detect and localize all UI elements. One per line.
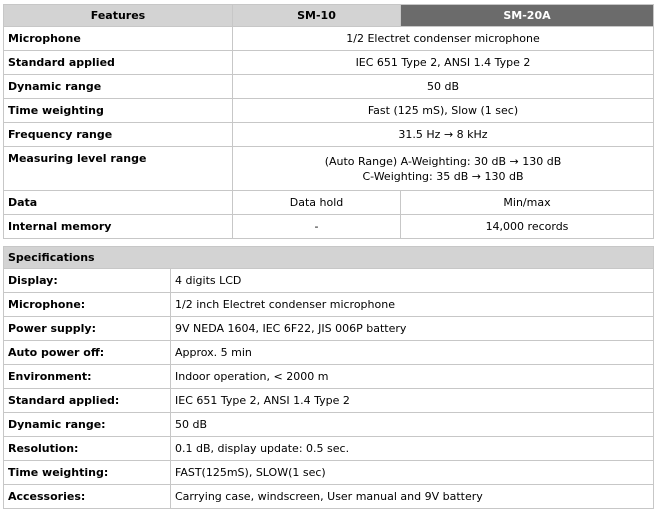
feature-label: Frequency range (4, 123, 233, 147)
feature-value: IEC 651 Type 2, ANSI 1.4 Type 2 (233, 51, 654, 75)
spec-row (4, 341, 654, 365)
spec-row (4, 317, 654, 341)
spec-value: 0.1 dB, display update: 0.5 sec. (171, 437, 654, 461)
spec-value: Indoor operation, < 2000 m (171, 365, 654, 389)
spec-label: Resolution: (4, 437, 171, 461)
spec-value: 50 dB (171, 413, 654, 437)
spec-label: Power supply: (4, 317, 171, 341)
spec-value: Approx. 5 min (171, 341, 654, 365)
spec-label: Accessories: (4, 485, 171, 509)
feature-value-line: (Auto Range) A-Weighting: 30 dB → 130 dB (324, 154, 562, 168)
feature-label: Standard applied (4, 51, 233, 75)
specifications-title: Specifications (4, 247, 654, 269)
feature-label: Time weighting (4, 99, 233, 123)
spec-row (4, 269, 654, 293)
spec-row (4, 365, 654, 389)
spec-label: Dynamic range: (4, 413, 171, 437)
feature-row-microphone (4, 27, 654, 51)
feature-value: 31.5 Hz → 8 kHz (233, 123, 654, 147)
feature-row-measuring-level (4, 147, 654, 191)
spec-row (4, 389, 654, 413)
features-table (3, 4, 654, 239)
spec-label: Standard applied: (4, 389, 171, 413)
feature-row-time-weighting (4, 99, 654, 123)
spec-row (4, 413, 654, 437)
spec-row (4, 485, 654, 509)
feature-row-standard (4, 51, 654, 75)
spec-row (4, 293, 654, 317)
sm20a-header: SM-20A (401, 5, 654, 27)
sm20a-value: 14,000 records (401, 215, 654, 239)
sm10-header: SM-10 (233, 5, 401, 27)
spec-value: FAST(125mS), SLOW(1 sec) (171, 461, 654, 485)
sm10-value: Data hold (233, 191, 401, 215)
specifications-table (3, 246, 654, 509)
spec-row (4, 461, 654, 485)
feature-row-data (4, 191, 654, 215)
spec-label: Microphone: (4, 293, 171, 317)
feature-label: Data (4, 191, 233, 215)
spec-value: 1/2 inch Electret condenser microphone (171, 293, 654, 317)
feature-value (233, 147, 654, 191)
feature-label: Dynamic range (4, 75, 233, 99)
features-header: Features (4, 5, 233, 27)
feature-label: Internal memory (4, 215, 233, 239)
sm20a-value: Min/max (401, 191, 654, 215)
feature-row-dynamic-range (4, 75, 654, 99)
sm10-value: - (233, 215, 401, 239)
feature-label: Microphone (4, 27, 233, 51)
spec-value: IEC 651 Type 2, ANSI 1.4 Type 2 (171, 389, 654, 413)
feature-value-line: C-Weighting: 35 dB → 130 dB (362, 169, 524, 183)
feature-row-internal-memory (4, 215, 654, 239)
features-header-row (4, 5, 654, 27)
spec-value: 4 digits LCD (171, 269, 654, 293)
feature-row-frequency (4, 123, 654, 147)
spec-value: Carrying case, windscreen, User manual and 9V battery (171, 485, 654, 509)
feature-value: Fast (125 mS), Slow (1 sec) (233, 99, 654, 123)
spec-row (4, 437, 654, 461)
feature-value: 50 dB (233, 75, 654, 99)
spec-label: Environment: (4, 365, 171, 389)
spec-label: Auto power off: (4, 341, 171, 365)
feature-label: Measuring level range (4, 147, 233, 191)
spec-value: 9V NEDA 1604, IEC 6F22, JIS 006P battery (171, 317, 654, 341)
spec-label: Time weighting: (4, 461, 171, 485)
spec-label: Display: (4, 269, 171, 293)
specifications-header-row (4, 247, 654, 269)
feature-value: 1/2 Electret condenser microphone (233, 27, 654, 51)
